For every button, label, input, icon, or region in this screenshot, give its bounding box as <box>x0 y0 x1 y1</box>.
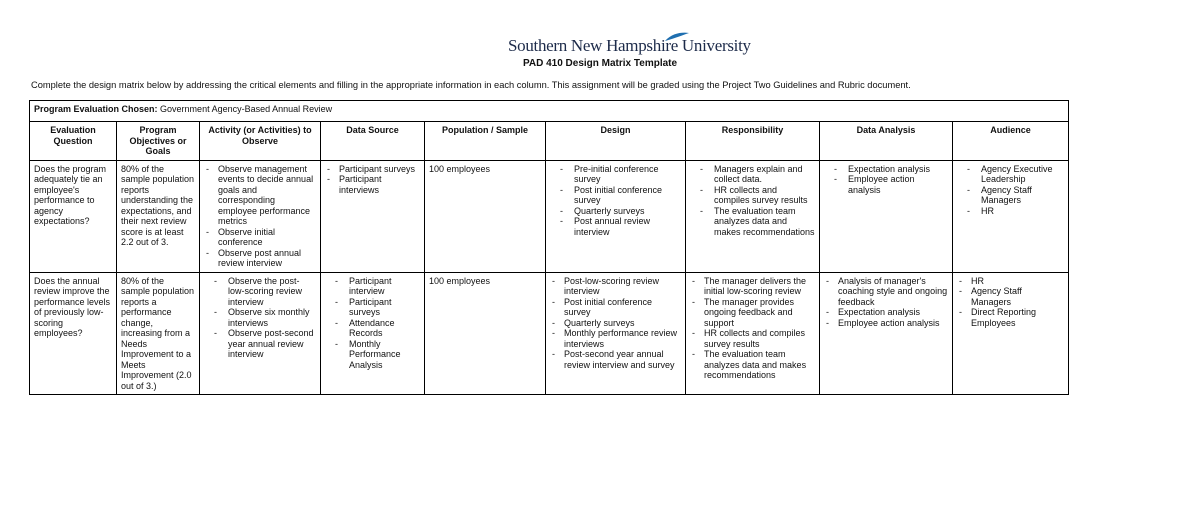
list-item: - Quarterly surveys <box>560 206 681 217</box>
data-analysis-cell <box>820 272 953 395</box>
column-header: Responsibility <box>686 122 820 161</box>
list-item: - Analysis of manager's coaching style and ongoing feedback <box>824 276 948 308</box>
objectives-cell: 80% of the sample population reports understanding the expectations, and their next review score is at least 2.2 out of 3. <box>117 160 200 272</box>
activities-cell <box>200 160 321 272</box>
responsibility-cell <box>686 160 820 272</box>
list-item: - Agency Staff Managers <box>957 286 1064 307</box>
list-item: - Expectation analysis <box>834 164 948 175</box>
list-item: - Managers explain and collect data. <box>700 164 815 185</box>
list-item: - HR <box>967 206 1064 217</box>
list-item: - The manager provides ongoing feedback and support <box>690 297 815 329</box>
instructions-text: Complete the design matrix below by addressing the critical elements and filling in the appropriate information in each column. This assignment will be graded using the Project Two Guidelines and Rubric document. <box>31 80 911 90</box>
population-cell: 100 employees <box>425 160 546 272</box>
list-item: - Participant interviews <box>325 174 420 195</box>
list-item: - Attendance Records <box>335 318 420 339</box>
list-item: - Observe post-second year annual review interview <box>214 328 316 360</box>
program-chosen-row <box>30 101 1069 122</box>
table-row <box>30 160 1069 272</box>
list-item: - Participant surveys <box>325 164 420 175</box>
list-item: - Post initial conference survey <box>560 185 681 206</box>
list-item: - Employee action analysis <box>824 318 948 329</box>
program-chosen-cell <box>30 101 1069 122</box>
program-chosen-label: Program Evaluation Chosen: <box>34 104 158 114</box>
column-header: Evaluation Question <box>30 122 117 161</box>
evaluation-question-cell: Does the program adequately tie an employee's performance to agency expectations? <box>30 160 117 272</box>
list-item: - Observe initial conference <box>204 227 316 248</box>
list-item: - Observe six monthly interviews <box>214 307 316 328</box>
list-item: - The evaluation team analyzes data and makes recommendations <box>690 349 815 381</box>
list-item: - The evaluation team analyzes data and makes recommendations <box>700 206 815 238</box>
column-header: Design <box>546 122 686 161</box>
design-matrix-table <box>29 100 1069 395</box>
activities-cell <box>200 272 321 395</box>
data-analysis-cell <box>820 160 953 272</box>
list-item: - Direct Reporting Employees <box>957 307 1064 328</box>
list-item: - Post-low-scoring review interview <box>550 276 681 297</box>
leaf-icon <box>664 32 690 42</box>
data-source-cell <box>321 160 425 272</box>
list-item: - Agency Executive Leadership <box>967 164 1064 185</box>
list-item: - Participant surveys <box>335 297 420 318</box>
list-item: - HR <box>957 276 1064 287</box>
list-item: - Quarterly surveys <box>550 318 681 329</box>
column-header: Data Analysis <box>820 122 953 161</box>
list-item: - Pre-initial conference survey <box>560 164 681 185</box>
responsibility-cell <box>686 272 820 395</box>
audience-cell <box>953 272 1069 395</box>
list-item: - Post annual review interview <box>560 216 681 237</box>
audience-cell <box>953 160 1069 272</box>
list-item: - Observe the post-low-scoring review interview <box>214 276 316 308</box>
list-item: - Post initial conference survey <box>550 297 681 318</box>
data-source-cell <box>321 272 425 395</box>
list-item: - Participant interview <box>335 276 420 297</box>
column-header: Data Source <box>321 122 425 161</box>
objectives-cell: 80% of the sample population reports a performance change, increasing from a Needs Improvement to a Meets Improvement (2.0 out of 3.) <box>117 272 200 395</box>
program-chosen-value: Government Agency-Based Annual Review <box>160 104 333 114</box>
list-item: - Observe management events to decide annual goals and corresponding employee performance metrics <box>204 164 316 227</box>
list-item: - Agency Staff Managers <box>967 185 1064 206</box>
list-item: - The manager delivers the initial low-scoring review <box>690 276 815 297</box>
list-item: - Monthly performance review interviews <box>550 328 681 349</box>
list-item: - HR collects and compiles survey results <box>690 328 815 349</box>
population-cell: 100 employees <box>425 272 546 395</box>
design-cell <box>546 272 686 395</box>
list-item: - Post-second year annual review interview and survey <box>550 349 681 370</box>
table-row <box>30 272 1069 395</box>
university-logo <box>508 36 751 58</box>
design-cell <box>546 160 686 272</box>
document-title: PAD 410 Design Matrix Template <box>522 58 678 69</box>
column-header: Population / Sample <box>425 122 546 161</box>
list-item: - Monthly Performance Analysis <box>335 339 420 371</box>
list-item: - HR collects and compiles survey results <box>700 185 815 206</box>
list-item: - Observe post annual review interview <box>204 248 316 269</box>
column-header: Activity (or Activities) to Observe <box>200 122 321 161</box>
header-row <box>30 122 1069 161</box>
list-item: - Employee action analysis <box>834 174 948 195</box>
list-item: - Expectation analysis <box>824 307 948 318</box>
column-header: Audience <box>953 122 1069 161</box>
university-logo-text: Southern New Hampshire University <box>508 36 751 55</box>
evaluation-question-cell: Does the annual review improve the performance levels of previously low-scoring employees? <box>30 272 117 395</box>
column-header: Program Objectives or Goals <box>117 122 200 161</box>
